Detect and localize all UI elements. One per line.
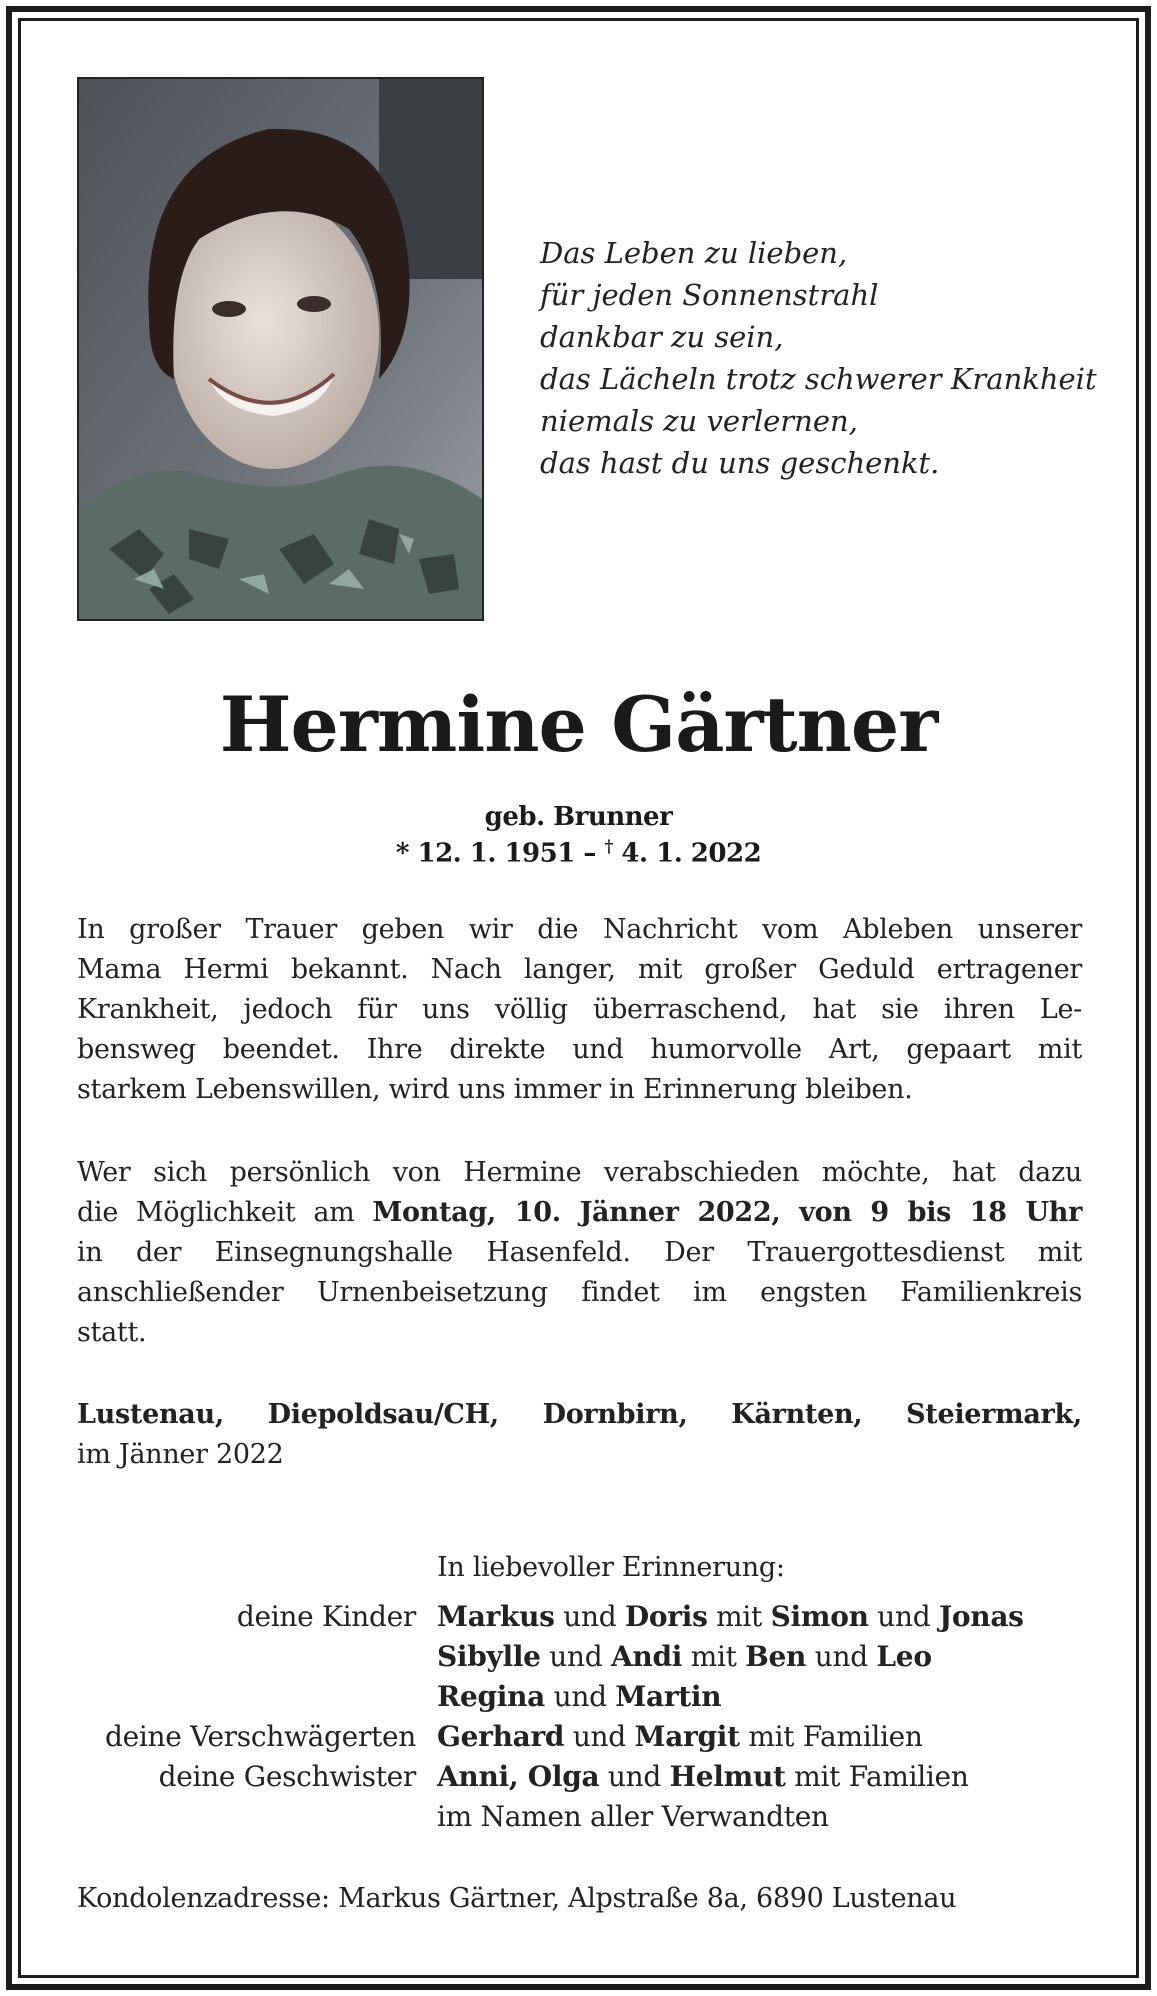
family-name: Doris xyxy=(624,1600,708,1633)
family-name: Martin xyxy=(615,1680,722,1713)
dash: – xyxy=(583,838,596,869)
portrait-photo xyxy=(77,77,484,621)
conjunction: und xyxy=(599,1760,670,1793)
month-year: im Jänner 2022 xyxy=(77,1439,284,1470)
family-name: Andi xyxy=(611,1640,683,1673)
life-dates xyxy=(0,837,1157,869)
poem-line: niemals zu verlernen, xyxy=(540,404,858,438)
poem-line: das hast du uns geschenkt. xyxy=(540,446,940,480)
family-row xyxy=(0,1637,1157,1677)
conjunction: mit Familien xyxy=(739,1720,923,1753)
family-name: Gerhard xyxy=(437,1720,565,1753)
family-names xyxy=(437,1637,932,1677)
relatives-note: im Namen aller Verwandten xyxy=(437,1800,829,1833)
places xyxy=(77,1395,1082,1435)
announcement-line: In großer Trauer geben wir die Nachricht vom Ableben unserer xyxy=(77,914,1082,945)
farewell-line xyxy=(77,1193,1082,1233)
announcement-line: Krankheit, jedoch für uns völlig überraschend, hat sie ihren Le- xyxy=(77,994,1082,1025)
farewell-line: in der Einsegnungshalle Hasenfeld. Der Trauergottesdienst mit xyxy=(77,1237,1082,1268)
family-names xyxy=(437,1717,923,1757)
family-row xyxy=(0,1597,1157,1637)
poem xyxy=(540,232,1097,484)
farewell-line: statt. xyxy=(77,1317,147,1348)
family-name: Markus xyxy=(437,1600,555,1633)
family-row xyxy=(0,1797,1157,1837)
place-date xyxy=(77,1395,1082,1475)
conjunction: und xyxy=(806,1640,877,1673)
family-row xyxy=(0,1757,1157,1797)
farewell-prefix: die Möglichkeit am xyxy=(77,1197,373,1228)
conjunction: und xyxy=(868,1600,939,1633)
conjunction: und xyxy=(564,1720,635,1753)
family-name: Ben xyxy=(745,1640,807,1673)
announcement-paragraph xyxy=(77,910,1082,1110)
relation-label: deine Verschwägerten xyxy=(104,1720,416,1753)
farewell-paragraph xyxy=(77,1153,1082,1353)
announcement-line: bensweg beendet. Ihre direkte und humorvolle Art, gepaart mit xyxy=(77,1034,1082,1065)
conjunction: und xyxy=(540,1640,611,1673)
places-text: Lustenau, Diepoldsau/CH, Dornbirn, Kärnten, Steiermark, xyxy=(77,1399,1082,1430)
family-names xyxy=(437,1757,969,1797)
relation-label: deine Geschwister xyxy=(158,1760,416,1793)
conjunction: mit xyxy=(707,1600,771,1633)
farewell-line: Wer sich persönlich von Hermine verabschieden möchte, hat dazu xyxy=(77,1157,1082,1188)
announcement-line: starkem Lebenswillen, wird uns immer in Erinnerung bleiben. xyxy=(77,1074,913,1105)
family-name: Anni, Olga xyxy=(437,1760,600,1793)
memory-intro: In liebevoller Erinnerung: xyxy=(437,1552,785,1583)
deceased-name: Hermine Gärtner xyxy=(219,680,938,769)
family-name: Leo xyxy=(876,1640,932,1673)
farewell-line: anschließender Urnenbeisetzung findet im engsten Familienkreis xyxy=(77,1277,1082,1308)
death-date: 4. 1. 2022 xyxy=(621,838,762,869)
family-name: Helmut xyxy=(669,1760,786,1793)
family-name: Sibylle xyxy=(437,1640,541,1673)
announcement-line: Mama Hermi bekannt. Nach langer, mit großer Geduld ertragener xyxy=(77,954,1082,985)
poem-line: für jeden Sonnenstrahl xyxy=(540,278,879,312)
family-name: Regina xyxy=(437,1680,545,1713)
family-names xyxy=(437,1677,721,1717)
poem-line: dankbar zu sein, xyxy=(540,320,784,354)
conjunction: mit xyxy=(682,1640,746,1673)
death-symbol: † xyxy=(604,837,613,857)
family-row xyxy=(0,1677,1157,1717)
birth-date: 12. 1. 1951 xyxy=(417,838,575,869)
poem-line: das Lächeln trotz schwerer Krankheit xyxy=(540,362,1097,396)
relation-label: deine Kinder xyxy=(236,1600,416,1633)
family-name: Simon xyxy=(770,1600,869,1633)
farewell-date-time: Montag, 10. Jänner 2022, von 9 bis 18 Uhr xyxy=(372,1197,1082,1228)
family-list xyxy=(0,1597,1157,1837)
conjunction: und xyxy=(545,1680,616,1713)
condolence-address: Kondolenzadresse: Markus Gärtner, Alpstraße 8a, 6890 Lustenau xyxy=(77,1883,957,1914)
maiden-name: geb. Brunner xyxy=(484,802,673,832)
family-row xyxy=(0,1717,1157,1757)
birth-symbol: * xyxy=(395,838,409,869)
family-name: Margit xyxy=(634,1720,740,1753)
conjunction: mit Familien xyxy=(785,1760,969,1793)
family-names xyxy=(437,1597,1024,1637)
poem-line: Das Leben zu lieben, xyxy=(540,236,848,270)
family-name: Jonas xyxy=(938,1600,1024,1633)
conjunction: und xyxy=(554,1600,625,1633)
